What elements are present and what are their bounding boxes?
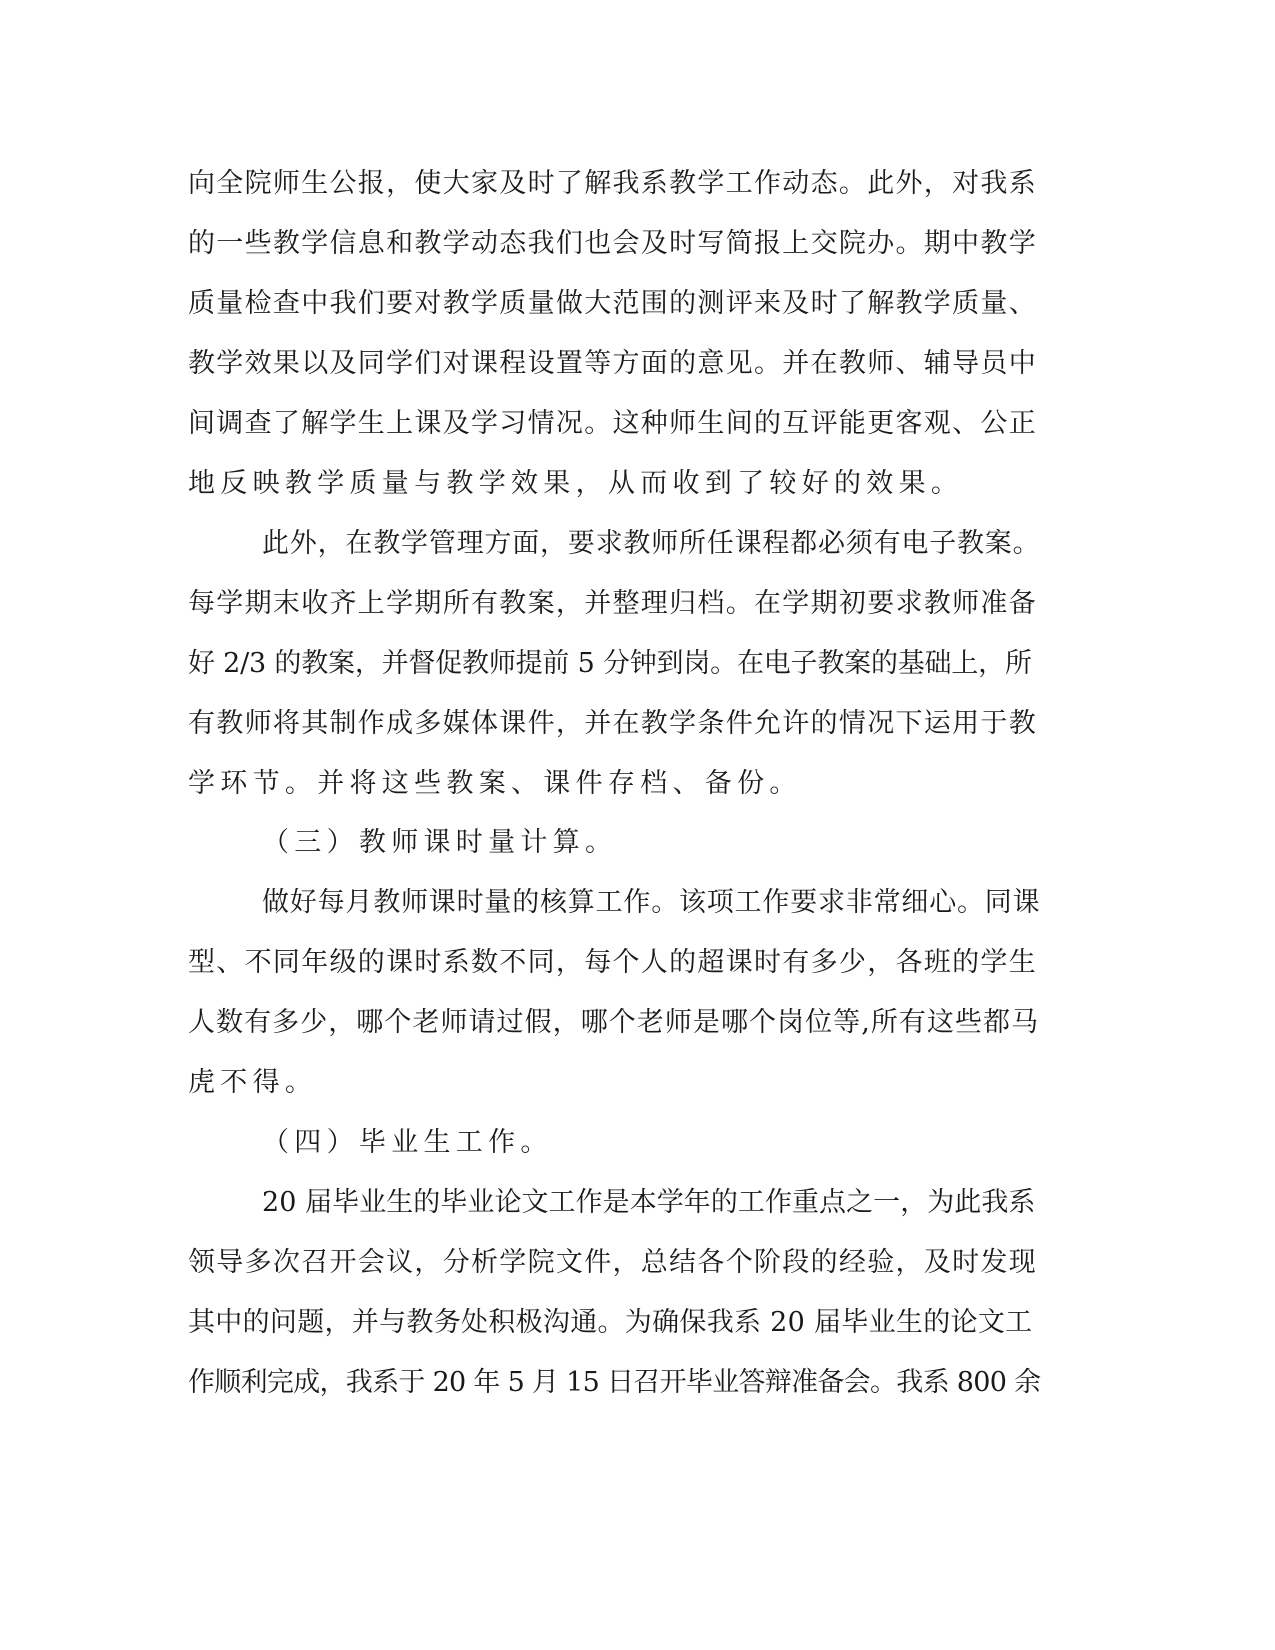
text-line-1: 向全院师生公报，使大家及时了解我系教学工作动态。此外，对我系 [188,168,1037,199]
text-line-20: 其中的问题，并与教务处积极沟通。为确保我系 20 届毕业生的论文工 [188,1307,1033,1338]
text-line-15: 人数有多少，哪个老师请过假，哪个老师是哪个岗位等,所有这些都马 [188,1007,1040,1038]
text-line-14: 型、不同年级的课时系数不同，每个人的超课时有多少，各班的学生 [188,947,1037,978]
text-line-9: 好 2/3 的教案，并督促教师提前 5 分钟到岗。在电子教案的基础上，所 [188,648,1032,679]
text-line-2: 的一些教学信息和教学动态我们也会及时写简报上交院办。期中教学 [188,228,1037,259]
text-line-16: 虎不得。 [188,1067,318,1098]
text-line-21: 作顺利完成，我系于 20 年 5 月 15 日召开毕业答辩准备会。我系 800 余 [188,1367,1041,1398]
text-line-3: 质量检查中我们要对教学质量做大范围的测评来及时了解教学质量、 [188,288,1037,319]
text-line-10: 有教师将其制作成多媒体课件，并在教学条件允许的情况下运用于教 [188,708,1037,739]
text-line-6: 地反映教学质量与教学效果，从而收到了较好的效果。 [188,468,964,499]
text-line-5: 间调查了解学生上课及学习情况。这种师生间的互评能更客观、公正 [188,408,1037,439]
text-line-7: 此外，在教学管理方面，要求教师所任课程都必须有电子教案。 [262,528,1041,559]
text-line-13: 做好每月教师课时量的核算工作。该项工作要求非常细心。同课 [262,887,1041,918]
section-heading-3: （三）教师课时量计算。 [262,827,618,858]
text-line-8: 每学期末收齐上学期所有教案，并整理归档。在学期初要求教师准备 [188,588,1037,619]
section-heading-4: （四）毕业生工作。 [262,1127,553,1158]
text-line-4: 教学效果以及同学们对课程设置等方面的意见。并在教师、辅导员中 [188,348,1037,379]
text-line-18: 20 届毕业生的毕业论文工作是本学年的工作重点之一，为此我系 [262,1187,1036,1218]
text-line-11: 学环节。并将这些教案、课件存档、备份。 [188,768,802,799]
text-line-19: 领导多次召开会议，分析学院文件，总结各个阶段的经验，及时发现 [188,1247,1037,1278]
